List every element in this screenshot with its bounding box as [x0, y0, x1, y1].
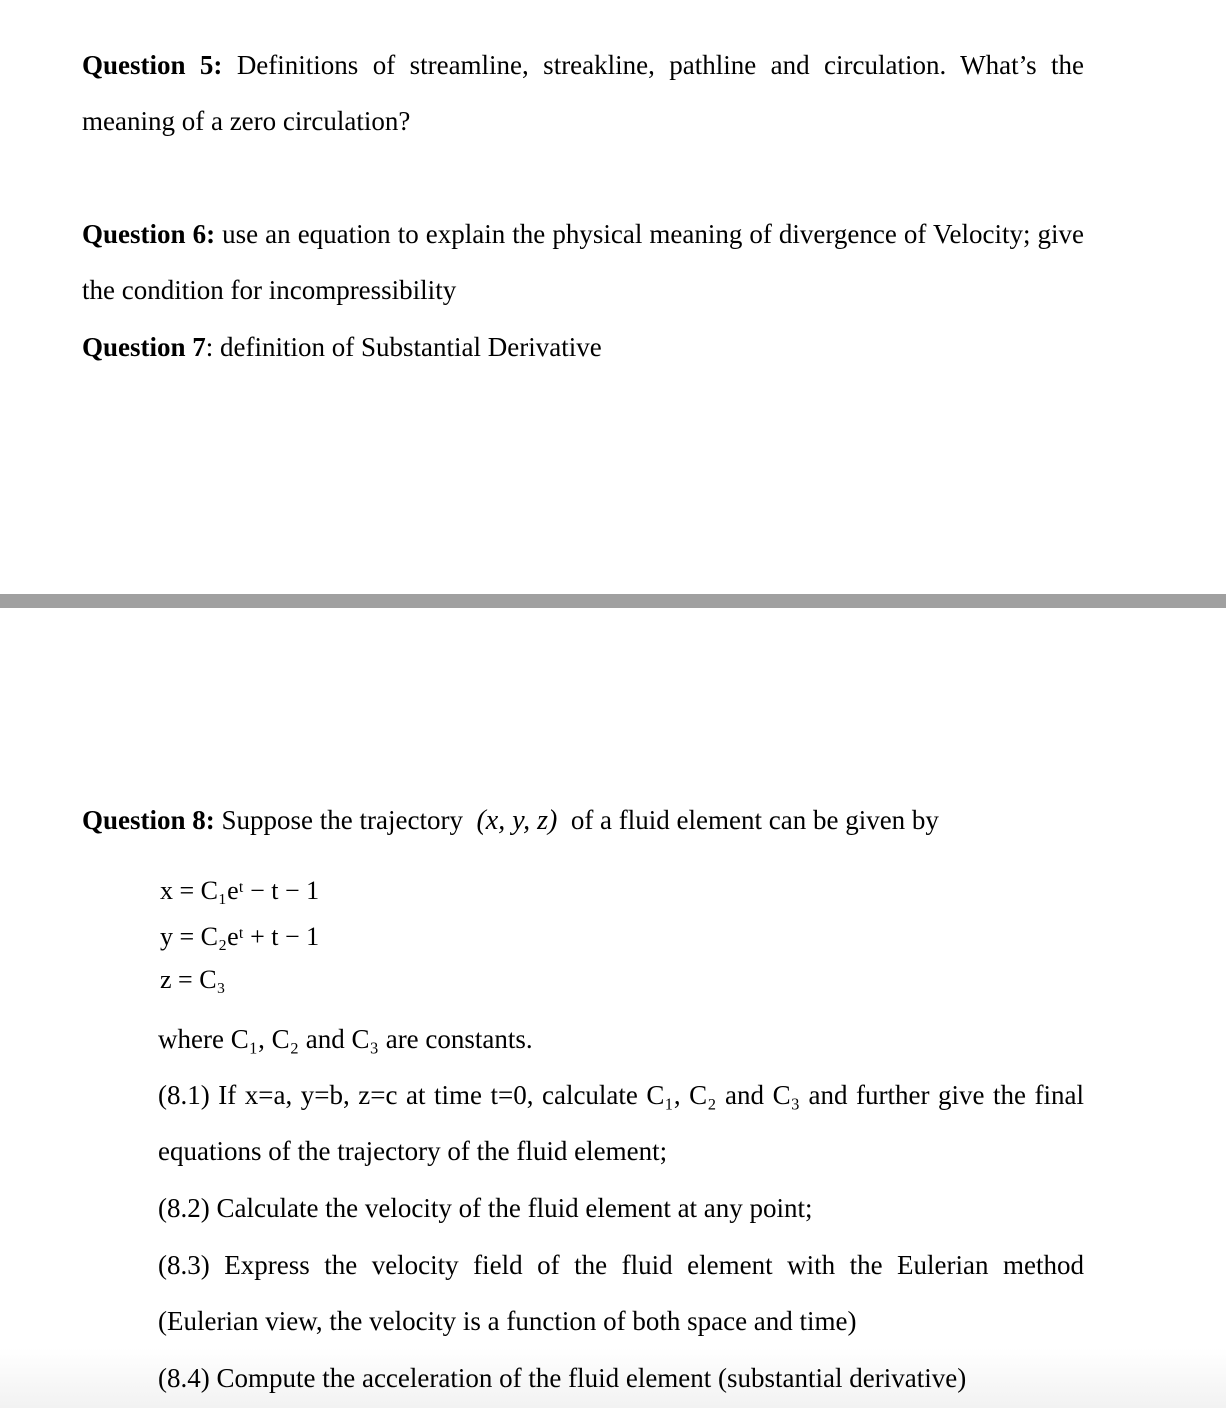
part-8-4: (8.4) Compute the acceleration of the fluid element (substantial derivative)	[158, 1363, 967, 1393]
equation-z: z = C₃	[160, 965, 226, 994]
question-7-label: Question 7	[82, 332, 206, 362]
part-8-3: (8.3) Express the velocity field of the fluid element with the Eulerian method (Eulerian view, the velocity is a function of both space and time)	[158, 1250, 1084, 1336]
question-8-text-after: of a fluid element can be given by	[570, 805, 939, 835]
question-5-label: Question 5:	[82, 50, 223, 80]
document-page-2	[0, 608, 1226, 1408]
question-8-text-before: Suppose the trajectory	[221, 805, 463, 835]
document-page-1	[0, 0, 1226, 594]
page-separator	[0, 594, 1226, 608]
part-8-1: (8.1) If x=a, y=b, z=c at time t=0, calculate C₁, C₂ and C₃ and further give the final equations of the trajectory of the fluid element;	[158, 1080, 1084, 1166]
question-7-text: : definition of Substantial Derivative	[205, 332, 602, 362]
equation-x: x = C₁eᵗ − t − 1	[160, 876, 320, 905]
question-6-text: use an equation to explain the physical meaning of divergence of Velocity; give the condition for incompressibility	[82, 219, 1084, 305]
question-7	[82, 319, 1084, 375]
equation-y: y = C₂eᵗ + t − 1	[160, 922, 320, 951]
question-8	[82, 792, 1084, 849]
constants-note: where C₁, C₂ and C₃ are constants.	[158, 1024, 533, 1054]
question-5	[82, 37, 1084, 149]
part-8-2: (8.2) Calculate the velocity of the fluid element at any point;	[158, 1193, 813, 1223]
question-6-label: Question 6:	[82, 219, 216, 249]
question-5-text: Definitions of streamline, streakline, pathline and circulation. What’s the meaning of a zero circulation?	[82, 50, 1084, 136]
question-6	[82, 206, 1084, 318]
question-8-label: Question 8:	[82, 805, 215, 835]
trajectory-symbol: (x, y, z)	[476, 805, 558, 836]
